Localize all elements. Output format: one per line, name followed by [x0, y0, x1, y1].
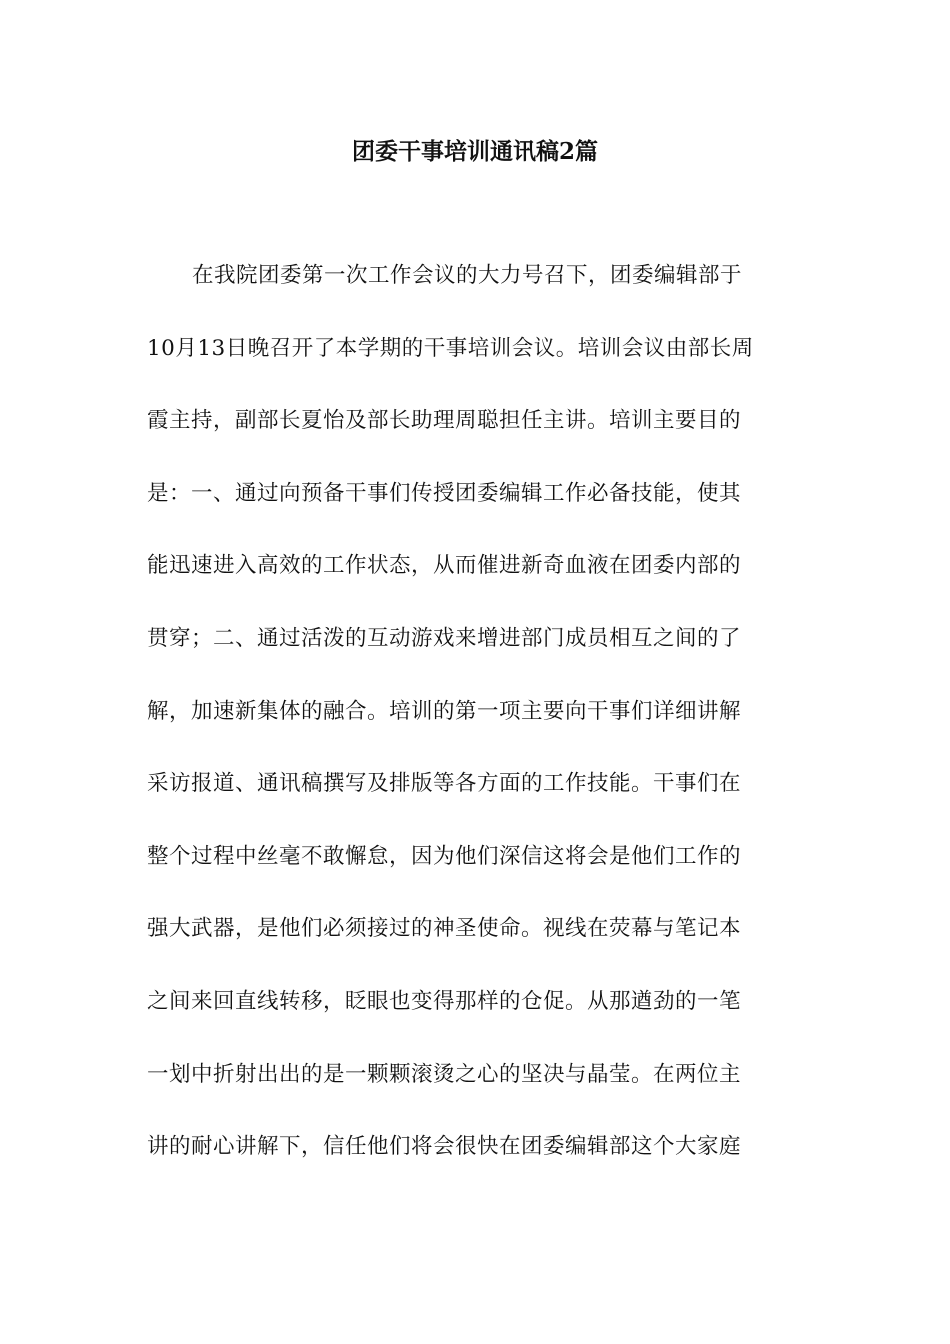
- body-line: 能迅速进入高效的工作状态，从而催进新奇血液在团委内部的: [147, 553, 742, 579]
- body-line: 霞主持，副部长夏怡及部长助理周聪担任主讲。培训主要目的: [147, 408, 742, 434]
- body-line: 一划中折射出出的是一颗颗滚烫之心的坚决与晶莹。在两位主: [147, 1061, 742, 1087]
- body-line: 在我院团委第一次工作会议的大力号召下，团委编辑部于: [192, 263, 743, 288]
- body-line: 讲的耐心讲解下，信任他们将会很快在团委编辑部这个大家庭: [147, 1134, 742, 1160]
- body-line: 贯穿；二、通过活泼的互动游戏来增进部门成员相互之间的了: [147, 625, 742, 651]
- body-line: 解，加速新集体的融合。培训的第一项主要向干事们详细讲解: [147, 698, 742, 724]
- body-line: 强大武器，是他们必须接过的神圣使命。视线在荧幕与笔记本: [147, 916, 742, 942]
- body-line: 整个过程中丝毫不敢懈怠，因为他们深信这将会是他们工作的: [147, 843, 742, 869]
- document-title: 团委干事培训通讯稿2篇: [351, 138, 598, 165]
- body-text: [147, 256, 807, 1200]
- body-line: 采访报道、通讯稿撰写及排版等各方面的工作技能。干事们在: [147, 771, 742, 797]
- body-line: 是：一、通过向预备干事们传授团委编辑工作必备技能，使其: [147, 480, 742, 506]
- body-line: 之间来回直线转移，眨眼也变得那样的仓促。从那遒劲的一笔: [147, 988, 742, 1014]
- body-line: 10月13日晚召开了本学期的干事培训会议。培训会议由部长周: [147, 335, 754, 361]
